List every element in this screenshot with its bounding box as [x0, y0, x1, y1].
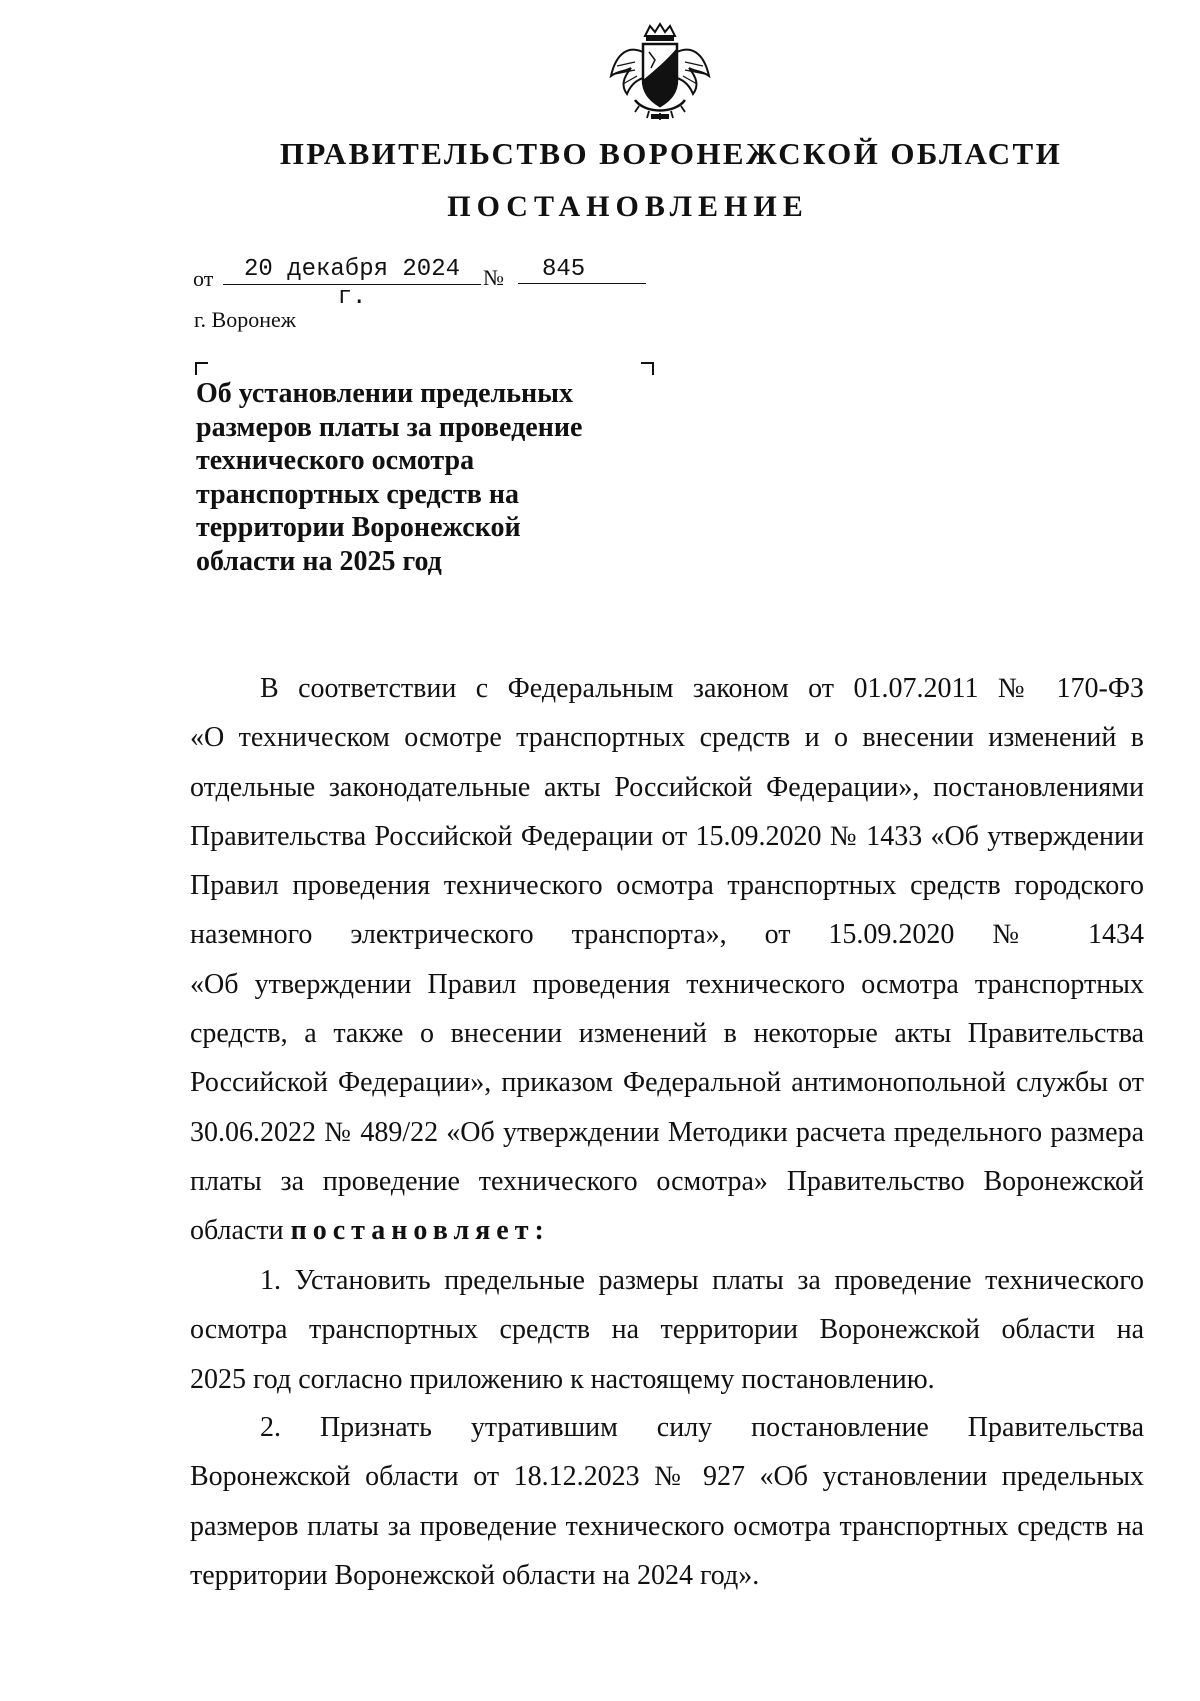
body-line: Воронежской области от 18.12.2023 № 927 «Об установлении предельных — [190, 1461, 1144, 1493]
from-label: от — [193, 266, 214, 291]
body-line: платы за проведение технического осмотра» Правительство Воронежской — [190, 1165, 1144, 1197]
subject-line: размеров платы за проведение — [196, 411, 583, 443]
body-line: «О техническом осмотре транспортных средств и о внесении изменений в — [190, 722, 1144, 754]
resolves-line — [190, 1206, 1144, 1255]
body-line: Российской Федерации», приказом Федеральной антимонопольной службы от — [190, 1067, 1144, 1099]
subject-line: технического осмотра — [196, 445, 475, 476]
subject-line: Об установлении предельных — [196, 378, 574, 409]
subject-corner-left — [195, 362, 208, 375]
body-line: 1. Установить предельные размеры платы за проведение технического — [260, 1265, 1144, 1296]
document-date: 20 декабря 2024 г. — [223, 256, 481, 285]
resolves-prefix: области — [190, 1215, 291, 1247]
document-number: 845 — [518, 256, 646, 284]
resolves-word: постановляет: — [290, 1215, 550, 1247]
body-line: средств, а также о внесении изменений в некоторые акты Правительства — [190, 1018, 1144, 1050]
organization-heading: ПРАВИТЕЛЬСТВО ВОРОНЕЖСКОЙ ОБЛАСТИ — [279, 136, 1063, 171]
number-sign-label: № — [483, 265, 504, 290]
city-label: г. Воронеж — [194, 307, 296, 332]
coat-of-arms-icon — [605, 22, 715, 122]
body-line: размеров платы за проведение технического осмотра транспортных средств на — [190, 1510, 1144, 1542]
subject-corner-right — [641, 362, 654, 375]
body-line: «Об утверждении Правил проведения технического осмотра транспортных — [190, 968, 1144, 1000]
document-subject — [196, 377, 626, 578]
subject-line: области на 2025 год — [196, 545, 442, 577]
item-1-paragraph — [190, 1256, 1144, 1404]
body-line: наземного электрического транспорта», от 15.09.2020 № 1434 — [190, 919, 1144, 951]
body-line: 2025 год согласно приложению к настоящему постановлению. — [190, 1363, 935, 1395]
body-line: 2. Признать утратившим силу постановление Правительства — [260, 1412, 1144, 1443]
item-2-paragraph — [190, 1403, 1144, 1600]
body-line: В соответствии с Федеральным законом от 01.07.2011 № 170-ФЗ — [260, 673, 1144, 704]
preamble-paragraph — [190, 664, 1144, 1256]
subject-line: территории Воронежской — [196, 512, 521, 543]
body-line: осмотра транспортных средств на территории Воронежской области на — [190, 1314, 1144, 1346]
subject-line: транспортных средств на — [196, 478, 519, 510]
date-number-row — [193, 256, 663, 311]
document-type-heading: ПОСТАНОВЛЕНИЕ — [447, 190, 809, 223]
body-line: Правил проведения технического осмотра транспортных средств городского — [190, 870, 1144, 902]
body-line: Правительства Российской Федерации от 15.09.2020 № 1433 «Об утверждении — [190, 820, 1144, 852]
body-line: 30.06.2022 № 489/22 «Об утверждении Методики расчета предельного размера — [190, 1116, 1144, 1148]
body-line: отдельные законодательные акты Российской Федерации», постановлениями — [190, 771, 1144, 803]
body-line: территории Воронежской области на 2024 год». — [190, 1559, 760, 1591]
